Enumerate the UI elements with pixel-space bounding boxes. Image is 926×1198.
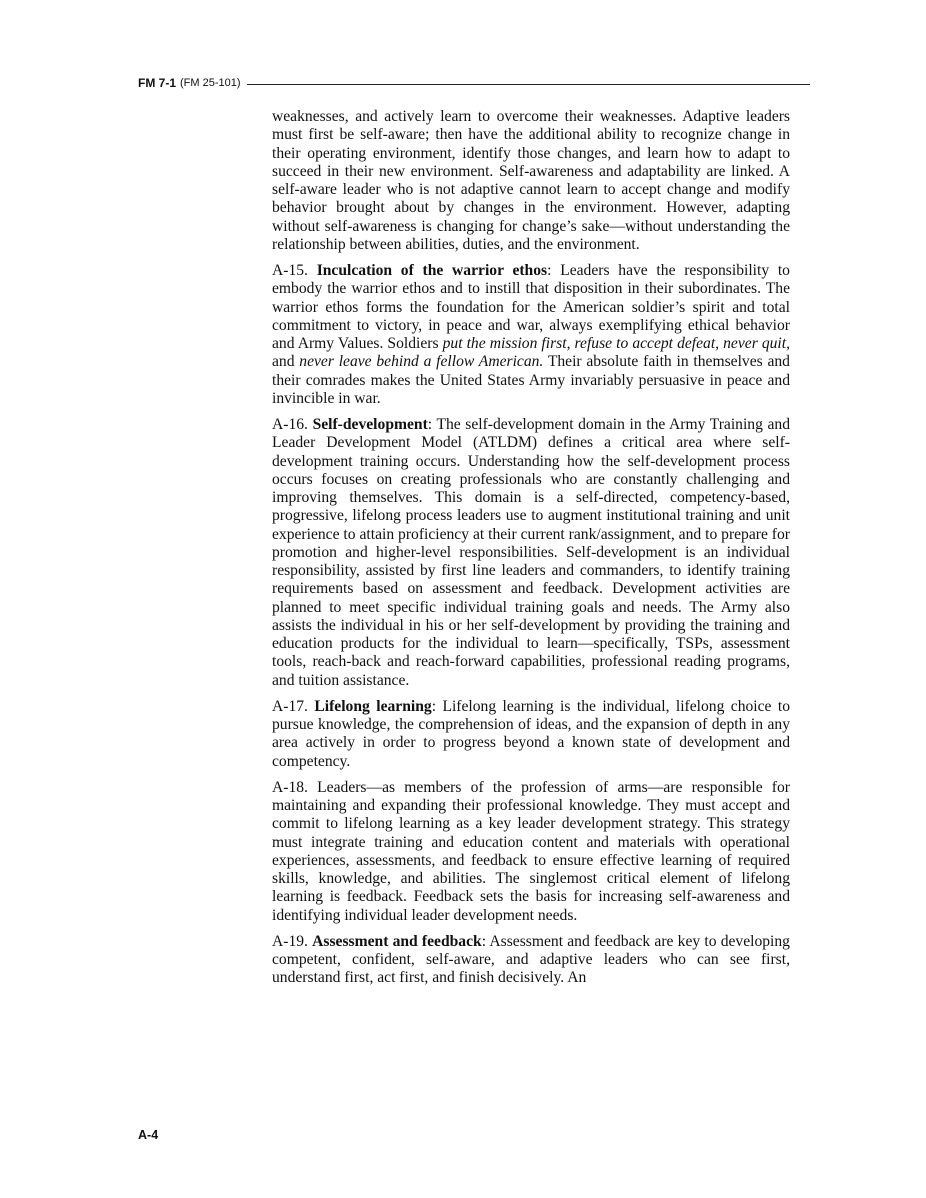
paragraph-a-17 (272, 698, 790, 771)
paragraph-heading: Assessment and feedback (312, 932, 482, 950)
paragraph-heading: Self-development (312, 416, 428, 433)
paragraph-heading: Inculcation of the warrior ethos (316, 262, 548, 279)
heading-colon: : (481, 932, 487, 950)
emphasis-text: put the mission first, refuse to accept defeat, never quit, (442, 335, 790, 352)
paragraph-text: Assessment and feedback are key to developing competent, confident, self-aware, and adaptive leaders who can see first, understand first, act first, and finish decisively. An (272, 932, 790, 987)
heading-colon: : (431, 697, 437, 715)
paragraph-number: A-17. (272, 697, 308, 715)
paragraph-heading: Lifelong learning (314, 697, 432, 715)
page-number: A-4 (138, 1128, 159, 1142)
paragraph-a-19 (272, 933, 790, 988)
paragraph-number: A-15. (272, 262, 308, 279)
paragraph-continued (272, 108, 790, 254)
paragraph-text: and (272, 353, 295, 371)
paragraph-text: The self-development domain in the Army Training and Leader Development Model (ATLDM) defines a critical area where self-development training occurs. Understanding how the self-development process occurs focuses on creating professionals who are constantly challenging and improving themselves. This domain is a self-directed, competency-based, progressive, lifelong process leaders use to augment institutional training and unit experience to attain proficiency at their current rank/assignment, and to prepare for promotion and higher-level responsibilities. Self-development is an individual responsibility, assisted by first line leaders and commanders, to identify training requirements based on assessment and feedback. Development activities are planned to meet specific individual training goals and needs. The Army also assists the individual in his or her self-development by providing the training and education products for the individual to learn—specifically, TSPs, assessment tools, reach-back and reach-forward capabilities, professional reading programs, and tuition assistance. (272, 416, 790, 689)
paragraph-text: Leaders have the responsibility to embody the warrior ethos and to instill that disposition in their subordinates. The warrior ethos forms the foundation for the American soldier’s spirit and total commitment to victory, in peace and war, always exemplifying ethical behavior and Army Values. Soldiers (272, 262, 790, 352)
document-subtitle: (FM 25-101) (180, 77, 241, 89)
paragraph-number: A-18. (272, 778, 308, 796)
paragraph-text: Leaders—as members of the profession of arms—are responsible for maintaining and expanding their professional knowledge. They must accept and commit to lifelong learning as a key leader development strategy. This strategy must integrate training and education content and materials with operational experiences, assessments, and feedback to ensure effective learning of required skills, knowledge, and abilities. The singlemost critical element of lifelong learning is feedback. Feedback sets the basis for increasing self-awareness and identifying individual leader development needs. (272, 778, 790, 924)
running-header (138, 74, 810, 92)
paragraph-number: A-19. (272, 932, 308, 950)
paragraph-text: weaknesses, and actively learn to overcome their weaknesses. Adaptive leaders must first be self-aware; then have the additional ability to recognize change in their operating environment, identify those changes, and learn how to adapt to succeed in their new environment. Self-awareness and adaptability are linked. A self-aware leader who is not adaptive cannot learn to accept change and modify behavior brought about by changes in the environment. However, adapting without self-awareness is changing for change’s sake—without understanding the relationship between abilities, duties, and the environment. (272, 108, 790, 253)
heading-colon: : (427, 416, 433, 433)
paragraph-text: Their absolute faith in themselves and their comrades makes the United States Army invariably persuasive in peace and invincible in war. (272, 353, 790, 407)
paragraph-a-16 (272, 416, 790, 690)
paragraph-a-18 (272, 779, 790, 925)
emphasis-text: never leave behind a fellow American. (299, 353, 544, 371)
heading-colon: : (547, 262, 552, 279)
paragraph-a-15 (272, 262, 790, 408)
paragraph-number: A-16. (272, 416, 308, 433)
paragraph-text: Lifelong learning is the individual, lifelong choice to pursue knowledge, the comprehension of ideas, and the expansion of depth in any area actively in order to progress beyond a known state of development and competency. (272, 697, 791, 770)
header-rule (247, 84, 810, 85)
body-text (272, 108, 790, 996)
document-id: FM 7-1 (138, 76, 177, 90)
